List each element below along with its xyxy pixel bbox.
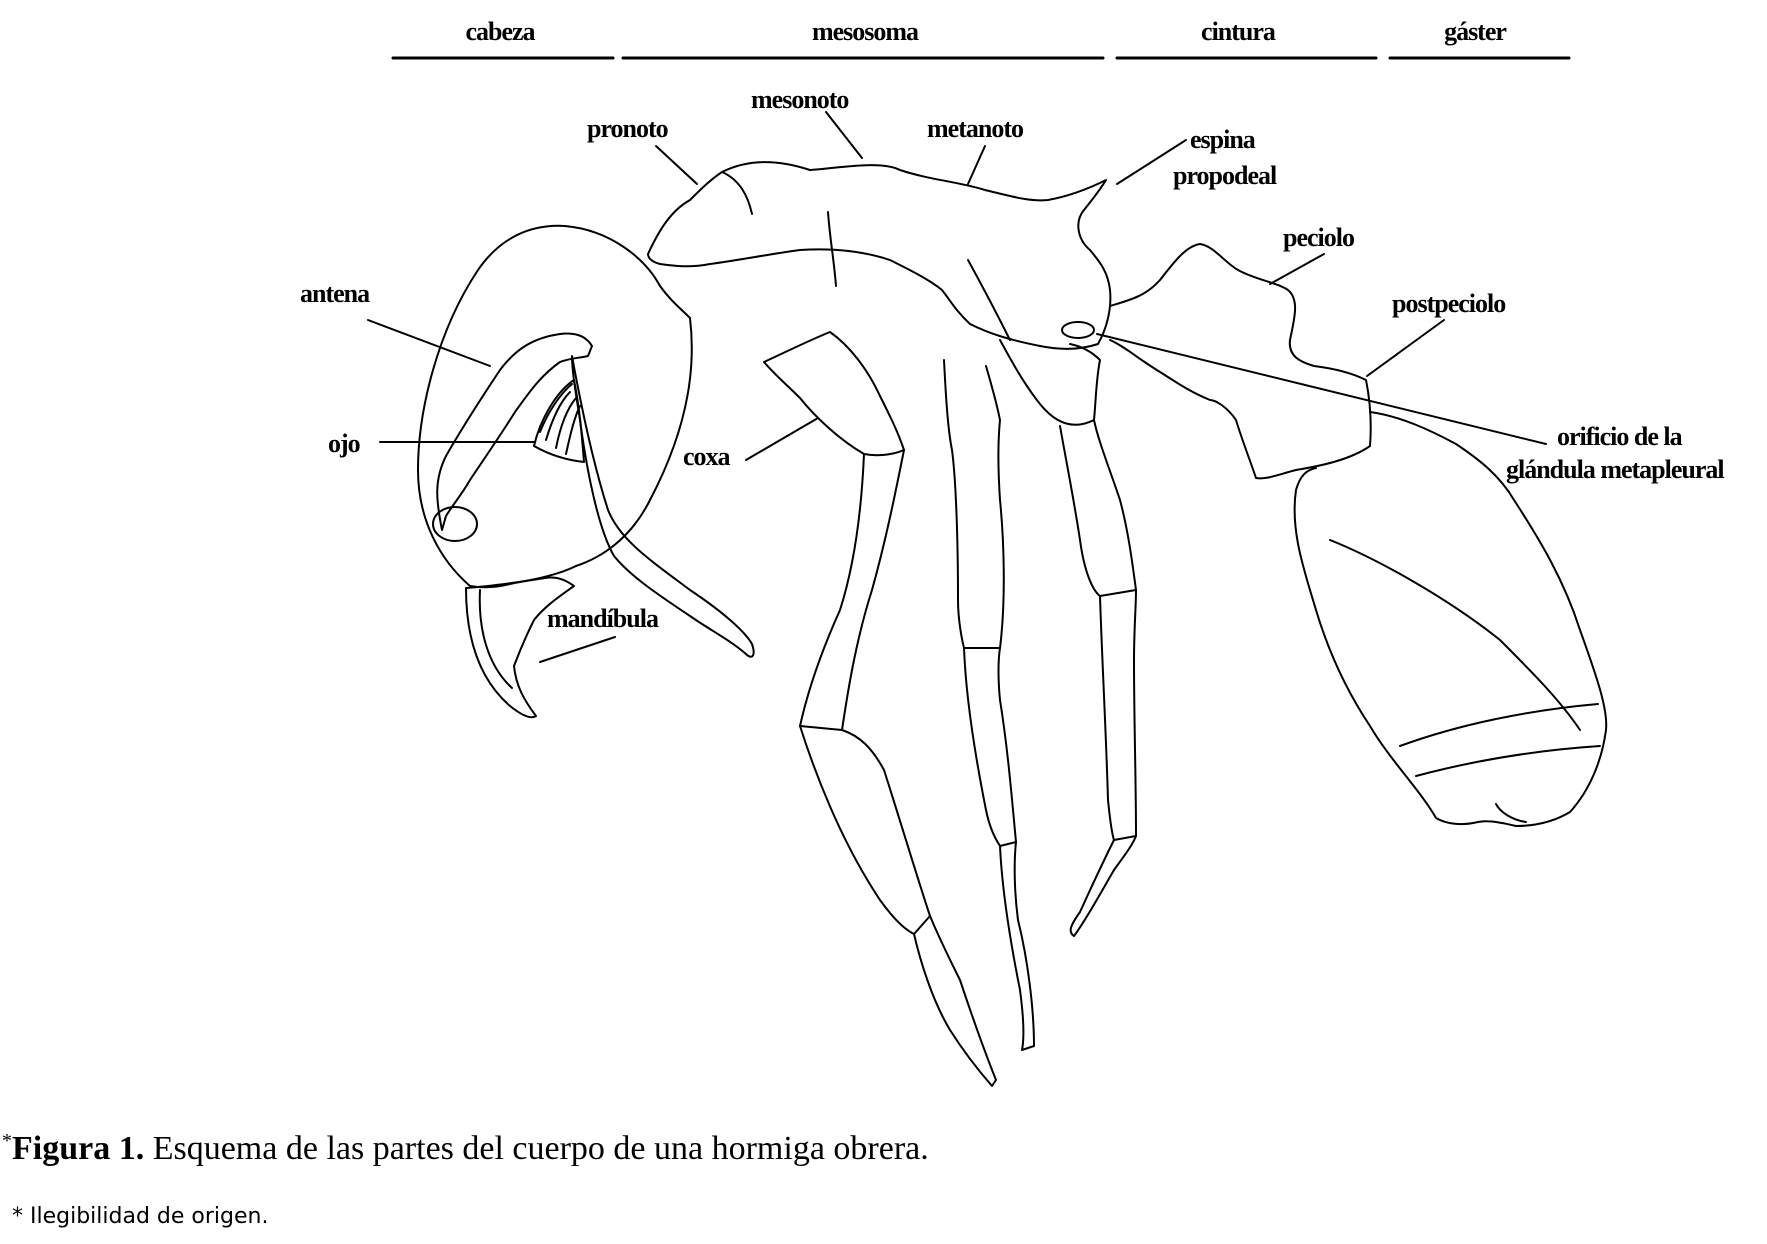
- hind-leg-femur: [1060, 420, 1136, 596]
- part-labels: [300, 85, 1724, 633]
- section-label-cabeza: cabeza: [465, 17, 535, 46]
- label-antena: antena: [300, 279, 370, 308]
- mandible-outline: [466, 577, 574, 717]
- leader-orificio: [1097, 334, 1546, 444]
- caption-asterisk: *: [2, 1130, 12, 1152]
- front-leg-tarsus: [914, 916, 996, 1086]
- leader-pronoto: [656, 146, 697, 184]
- section-headers: [393, 17, 1569, 58]
- gaster-segment-line-2: [1416, 746, 1600, 776]
- label-metanoto: metanoto: [927, 114, 1023, 143]
- leader-postpeciolo: [1367, 320, 1444, 376]
- antenna-socket: [433, 507, 477, 541]
- middle-leg-femur: [944, 360, 1004, 648]
- eye-outline: [534, 380, 584, 462]
- label-mesonoto: mesonoto: [751, 85, 849, 114]
- caption-text: Esquema de las partes del cuerpo de una hormiga obrera.: [144, 1130, 929, 1167]
- leader-antena: [368, 320, 490, 366]
- middle-leg-tarsus: [1000, 842, 1034, 1050]
- label-postpeciolo: postpeciolo: [1392, 289, 1506, 318]
- label-pronoto: pronoto: [587, 114, 668, 143]
- front-leg-femur: [800, 450, 904, 730]
- head-outline: [418, 226, 692, 588]
- hind-leg-tibia: [1100, 590, 1136, 840]
- illegibility-note: * Ilegibilidad de origen.: [12, 1204, 269, 1229]
- leader-metanoto: [968, 146, 985, 184]
- section-label-cintura: cintura: [1201, 17, 1275, 46]
- leader-mesonoto: [826, 112, 862, 158]
- section-label-gaster: gáster: [1444, 17, 1506, 46]
- petiole-outline: [1110, 244, 1371, 478]
- mesosoma-suture-3: [968, 260, 1010, 340]
- label-coxa: coxa: [683, 442, 730, 471]
- middle-leg-tibia: [964, 648, 1016, 846]
- mesosoma-outline: [648, 162, 1110, 349]
- label-peciolo: peciolo: [1283, 223, 1354, 252]
- front-leg-tibia: [800, 726, 930, 934]
- label-espina: espina: [1190, 125, 1255, 154]
- leader-coxa: [746, 418, 818, 460]
- label-ojo: ojo: [328, 429, 360, 458]
- hind-leg-coxa: [1000, 340, 1100, 425]
- caption-figure-number: Figura 1.: [12, 1130, 145, 1167]
- gaster-apex: [1496, 804, 1526, 822]
- hind-leg-tarsus: [1071, 836, 1136, 936]
- label-propodeal: propodeal: [1173, 161, 1277, 190]
- label-orificio: orificio de la: [1557, 422, 1682, 451]
- label-mandibula: mandíbula: [547, 604, 658, 633]
- eye-facets: [540, 384, 580, 454]
- gaster-tergite-line: [1330, 540, 1580, 730]
- label-glandula-metapleural: glándula metapleural: [1506, 455, 1724, 484]
- antenna-outline: [437, 334, 592, 531]
- figure-caption: [2, 1130, 929, 1168]
- metapleural-gland-orifice: [1062, 322, 1094, 338]
- mesosoma-suture-1: [722, 172, 752, 214]
- section-label-mesosoma: mesosoma: [811, 17, 919, 46]
- leader-peciolo: [1270, 254, 1324, 284]
- leader-mandibula: [540, 637, 615, 662]
- gaster-segment-line-1: [1400, 704, 1598, 746]
